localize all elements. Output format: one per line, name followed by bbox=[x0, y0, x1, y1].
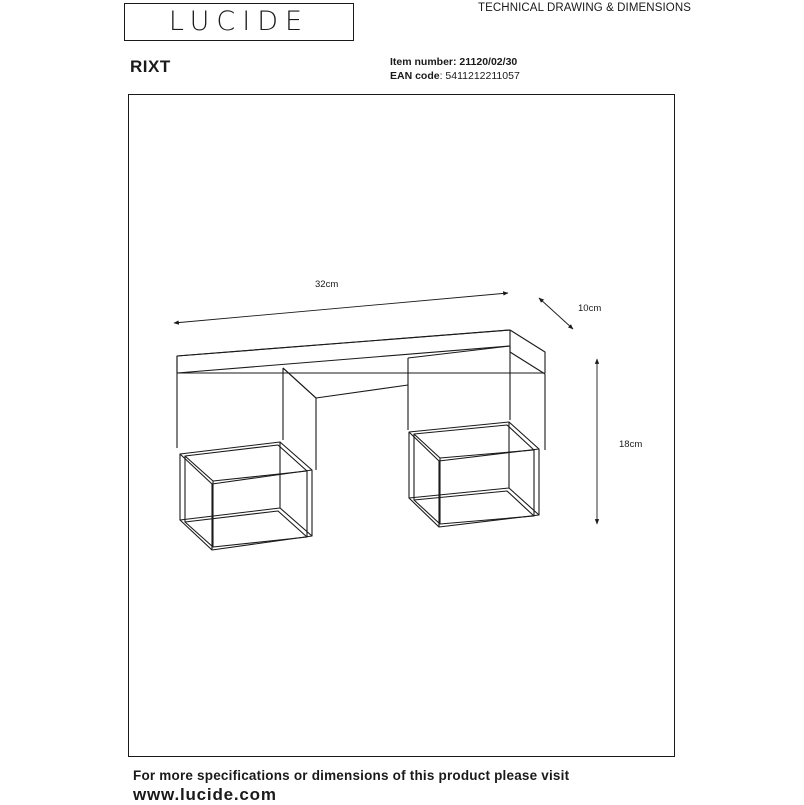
item-number-value: 21120/02/30 bbox=[456, 56, 518, 68]
ean-code-label: EAN code bbox=[390, 70, 440, 82]
depth-dimension-label: 10cm bbox=[578, 303, 602, 314]
width-dimension-line bbox=[174, 293, 508, 323]
item-number-label: Item number: bbox=[390, 56, 457, 68]
footer-notice: For more specifications or dimensions of this product please visit bbox=[133, 768, 570, 783]
product-name: RIXT bbox=[130, 57, 171, 76]
document-title: TECHNICAL DRAWING & DIMENSIONS bbox=[478, 2, 691, 14]
base-plate bbox=[177, 330, 545, 374]
width-dimension-label: 32cm bbox=[315, 279, 339, 290]
right-wire-cage bbox=[409, 422, 539, 527]
left-wire-cage bbox=[180, 442, 312, 550]
connecting-bridge bbox=[283, 368, 408, 470]
brand-logo-text: LUCIDE bbox=[168, 6, 310, 37]
ean-code-value: : 5411212211057 bbox=[439, 70, 520, 82]
depth-dimension-line bbox=[539, 298, 573, 329]
height-dimension-label: 18cm bbox=[619, 439, 643, 450]
left-head-body bbox=[177, 368, 316, 448]
footer-website-link[interactable]: www.lucide.com bbox=[133, 785, 277, 804]
